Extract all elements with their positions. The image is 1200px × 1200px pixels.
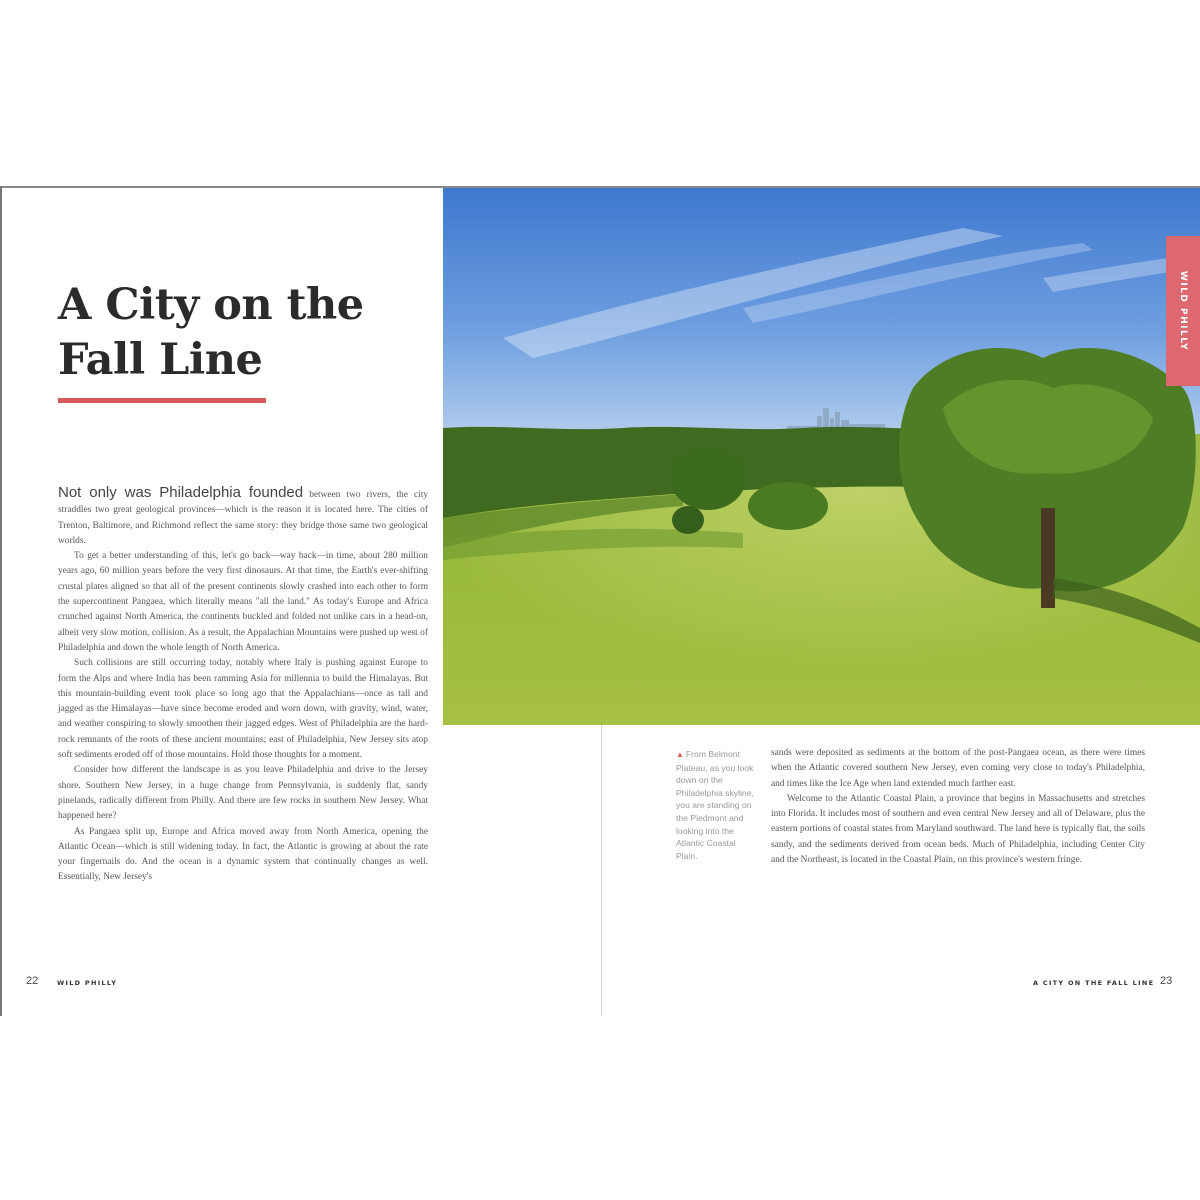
photo-caption	[676, 748, 754, 862]
lede-lead-in: Not only was Philadelphia founded	[58, 484, 304, 501]
title-underline	[58, 398, 266, 403]
section-tab	[1166, 236, 1200, 386]
article-title	[58, 278, 418, 388]
title-line-2: Fall Line	[58, 335, 263, 385]
body-paragraph: Consider how different the landscape is as you leave Philadelphia and drive to the Jersey shore. Southern New Jersey, in a huge change from Pennsylvania, is suddenly flat, sandy pinelands, radically different from Philly. And there are few rocks in southern New Jersey. What happened here?	[58, 765, 428, 822]
section-tab-label: WILD PHILLY	[1178, 270, 1188, 352]
spread-left-edge	[0, 186, 2, 1016]
right-running-head: A CITY ON THE FALL LINE	[1033, 979, 1155, 987]
caption-text: From Belmont Plateau, as you look down on the Philadelphia skyline, you are standing on the Piedmont and looking into the Atlantic Coastal Plain.	[676, 749, 754, 861]
left-running-head: WILD PHILLY	[57, 979, 118, 987]
body-paragraph: sands were deposited as sediments at the bottom of the post-Pangaea ocean, as there were times when the Atlantic covered southern New Jersey, even coming very close to today's Philadelphia, and times like the Ice Age when land extended much farther east.	[771, 748, 1145, 789]
body-paragraph: Such collisions are still occurring today, notably where Italy is pushing against Europe to form the Alps and where India has been ramming Asia for millennia to build the Himalayas. But this mountain-building event took place so long ago that the Appalachians—once as tall and jagged as the Himalayas—have since become eroded and worn down, with gravity, wind, water, and weather conspiring to slowly smoothen their jagged edges. West of Philadelphia are the hard-rock remnants of the roots of these ancient mountains; east of Philadelphia, New Jersey sits atop soft sediments eroded off of those mountains. Hold those thoughts for a moment.	[58, 658, 428, 761]
lede-text: between two rivers, the city straddles two great geological provinces—which is the reason it is located here. The cities of Trenton, Baltimore, and Richmond reflect the same story: they bridge those same two geological worlds.	[58, 490, 429, 546]
right-body-column	[771, 746, 1145, 868]
left-page-number: 22	[26, 975, 39, 987]
title-line-1: A City on the	[58, 280, 364, 330]
body-paragraph: Welcome to the Atlantic Coastal Plain, a province that begins in Massachusetts and stretches into Florida. It includes most of southern and even central New Jersey and all of Delaware, plus the eastern portions of coastal states from Maryland southward. The land here is typically flat, the soils sandy, and the sediments derived from ocean beds. Much of Philadelphia, including Center City and the Northeast, is located in the Coastal Plain, on this province's western fringe.	[771, 793, 1145, 866]
right-page-number: 23	[1160, 975, 1173, 987]
left-body-column	[58, 485, 428, 886]
body-paragraph: To get a better understanding of this, let's go back—way back—in time, about 280 million years ago, 60 million years before the very first dinosaurs. At that time, the Earth's ever-shifting crustal plates aligned so that all of the present continents slowly crashed into each other to form the supercontinent Pangaea, which literally means "all the land." As today's Europe and Africa crunched against North America, the continents buckled and folded not unlike cars in a head-on, albeit very slow motion, collision. As a result, the Appalachian Mountains were pushed up west of Philadelphia and down the whole length of North America.	[58, 551, 428, 653]
body-paragraph: As Pangaea split up, Europe and Africa moved away from North America, opening the Atlantic Ocean—which is still widening today. In fact, the Atlantic is growing at about the rate your fingernails do. And the ocean is a dynamic system that continually changes as well. Essentially, New Jersey's	[58, 826, 428, 883]
landscape-photo	[443, 188, 1200, 725]
lede-paragraph	[58, 485, 428, 549]
caption-arrow-icon: ▲	[676, 750, 684, 759]
